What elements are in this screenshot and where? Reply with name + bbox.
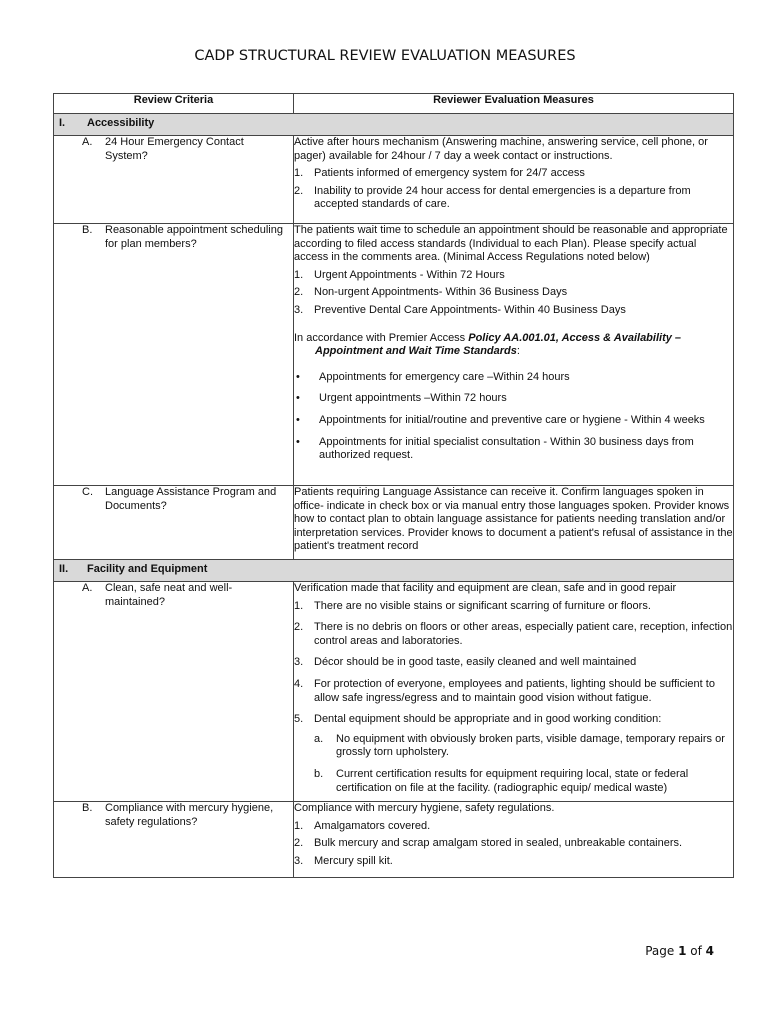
list-item: 1. There are no visible stains or significant scarring of furniture or floors. xyxy=(294,599,651,612)
list-item: 3. Décor should be in good taste, easily cleaned and well maintained xyxy=(294,656,637,669)
table-row xyxy=(54,582,734,802)
current-page: 1 xyxy=(678,944,687,958)
list-item: 3. Preventive Dental Care Appointments- Within 40 Business Days xyxy=(294,303,626,316)
bullet-item: • Appointments for emergency care –Within 24 hours xyxy=(296,370,570,383)
bullet-item: • Appointments for initial/routine and preventive care or hygiene - Within 4 weeks xyxy=(296,413,705,426)
table-row xyxy=(54,486,734,560)
criteria-letter: C. xyxy=(82,486,93,498)
criteria-text: Clean, safe neat and well-maintained? xyxy=(105,582,233,608)
total-pages: 4 xyxy=(705,944,714,958)
measure-intro: Patients requiring Language Assistance can receive it. Confirm languages spoken in office- indicate in check box or via manual entry those languages spoken. Provider knows how to contact plan to obtain language assistance for patients needing translation and/or interpretation services. Provider knows to document a patient's refusal of assistance in the patient's treatment record xyxy=(294,486,733,553)
list-item: 1. Patients informed of emergency system for 24/7 access xyxy=(294,167,585,180)
criteria-text: Compliance with mercury hygiene, safety regulations? xyxy=(105,802,274,828)
section-number: II. xyxy=(59,563,69,575)
bullet-item: • Appointments for initial specialist consultation - Within 30 business days from authorized request. xyxy=(296,435,694,462)
measures-cell xyxy=(294,582,734,802)
list-item: 4. For protection of everyone, employees and patients, lighting should be sufficient to allow safe ingress/egress and to maintain good vision without fatigue. xyxy=(294,677,715,704)
sub-list-item: b. Current certification results for equipment requiring local, state or federal certification on file at the facility. (radiographic equip/ medical waste) xyxy=(314,767,689,794)
list-item: 2. Bulk mercury and scrap amalgam stored in sealed, unbreakable containers. xyxy=(294,837,683,850)
criteria-letter: A. xyxy=(82,582,93,594)
bullet-icon: • xyxy=(296,413,300,426)
measure-intro: Verification made that facility and equipment are clean, safe and in good repair xyxy=(294,582,677,594)
bullet-item: • Urgent appointments –Within 72 hours xyxy=(296,392,507,405)
criteria-cell xyxy=(54,802,294,878)
measures-cell xyxy=(294,224,734,486)
section-label: Accessibility xyxy=(87,117,155,129)
bullet-icon: • xyxy=(296,392,300,405)
criteria-letter: B. xyxy=(82,224,93,236)
measures-cell xyxy=(294,486,734,560)
list-item: 1. Amalgamators covered. xyxy=(294,819,431,832)
measures-cell xyxy=(294,802,734,878)
sub-list-item: a. No equipment with obviously broken parts, visible damage, temporary repairs or grossly torn upholstery. xyxy=(314,732,725,759)
criteria-letter: A. xyxy=(82,136,93,148)
criteria-text: Language Assistance Program and Documents? xyxy=(105,486,277,512)
table-row xyxy=(54,224,734,486)
review-table xyxy=(53,93,734,878)
bullet-icon: • xyxy=(296,435,300,448)
section-row-facility xyxy=(54,560,734,582)
measure-intro: The patients wait time to schedule an appointment should be reasonable and appropriate according to filed access standards (Individual to each Plan). Please specify actual access in the comments area. (Minimal Access Regulations noted below) xyxy=(294,224,728,264)
table-row xyxy=(54,802,734,878)
table-header-row xyxy=(54,94,734,114)
criteria-cell xyxy=(54,486,294,560)
document-title: CADP STRUCTURAL REVIEW EVALUATION MEASURES xyxy=(194,48,576,64)
section-number: I. xyxy=(59,117,66,129)
criteria-cell xyxy=(54,136,294,224)
criteria-cell xyxy=(54,224,294,486)
measures-cell xyxy=(294,136,734,224)
header-reviewer-measures: Reviewer Evaluation Measures xyxy=(294,94,734,114)
list-item: 1. Urgent Appointments - Within 72 Hours xyxy=(294,268,505,281)
table-row xyxy=(54,136,734,224)
list-item: 2. Inability to provide 24 hour access for dental emergencies is a departure from accepted standards of care. xyxy=(294,184,691,211)
criteria-text: 24 Hour Emergency Contact System? xyxy=(105,136,244,162)
criteria-text: Reasonable appointment scheduling for plan members? xyxy=(105,224,283,250)
list-item: 3. Mercury spill kit. xyxy=(294,854,393,867)
measure-intro: Compliance with mercury hygiene, safety regulations. xyxy=(294,802,555,814)
criteria-letter: B. xyxy=(82,802,93,814)
bullet-icon: • xyxy=(296,370,300,383)
policy-statement: In accordance with Premier Access Policy AA.001.01, Access & Availability – Appointment and Wait Time Standards: xyxy=(294,331,682,358)
header-review-criteria: Review Criteria xyxy=(54,94,294,114)
page-number: Page 1 of 4 xyxy=(645,944,714,958)
list-item: 5. Dental equipment should be appropriate and in good working condition: xyxy=(294,713,662,726)
criteria-cell xyxy=(54,582,294,802)
section-label: Facility and Equipment xyxy=(87,563,208,575)
section-row-accessibility xyxy=(54,114,734,136)
measure-intro: Active after hours mechanism (Answering machine, answering service, cell phone, or pager) available for 24hour / 7 day a week contact or instructions. xyxy=(294,136,708,162)
list-item: 2. Non-urgent Appointments- Within 36 Business Days xyxy=(294,286,568,299)
list-item: 2. There is no debris on floors or other areas, especially patient care, reception, infection control areas and laboratories. xyxy=(294,621,733,647)
